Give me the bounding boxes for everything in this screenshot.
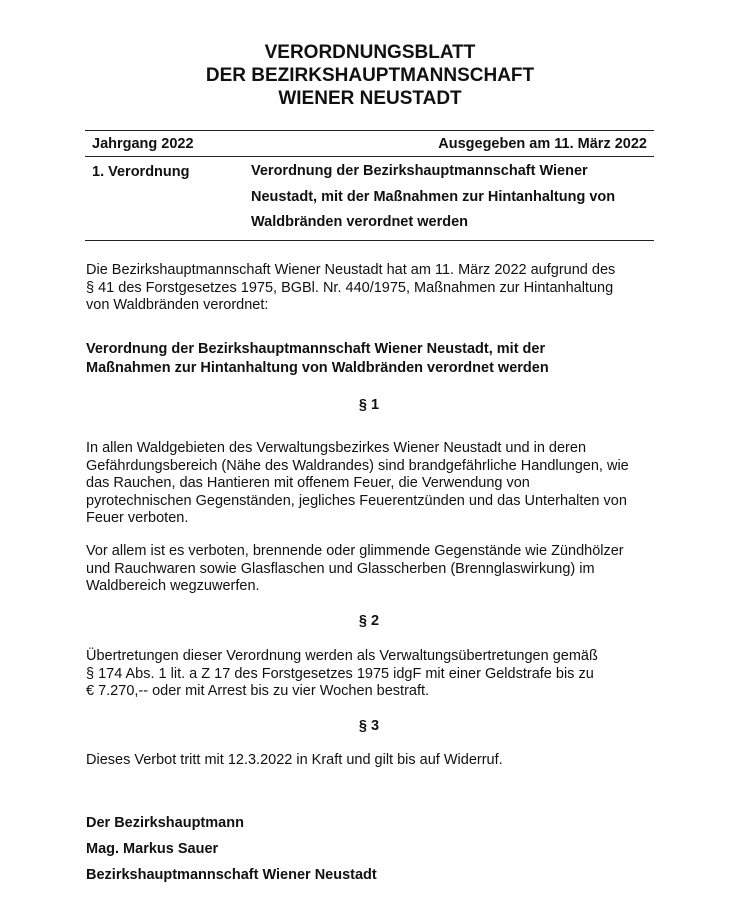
- intro-line-2: § 41 des Forstgesetzes 1975, BGBl. Nr. 440/1975, Maßnahmen zur Hintanhaltung: [86, 279, 614, 296]
- section-2-paragraph: [86, 648, 662, 701]
- section-1-paragraph-2: [86, 543, 662, 596]
- s1-p1-line-4: pyrotechnischen Gegenständen, jegliches Feuerentzünden und das Unterhalten von: [86, 492, 627, 509]
- subject-line-2: Neustadt, mit der Maßnahmen zur Hintanhaltung von: [251, 188, 616, 205]
- metadata-table: [85, 130, 654, 241]
- volume-year: Jahrgang 2022: [92, 135, 194, 152]
- intro-line-1: Die Bezirkshauptmannschaft Wiener Neustadt hat am 11. März 2022 aufgrund des: [86, 262, 616, 278]
- s2-line-2: § 174 Abs. 1 lit. a Z 17 des Forstgesetzes 1975 idgF mit einer Geldstrafe bis zu: [86, 665, 594, 682]
- section-3-heading: § 3: [358, 718, 380, 734]
- section-1-heading: § 1: [358, 397, 380, 413]
- section-2-heading: § 2: [358, 613, 380, 629]
- document-title: [0, 41, 731, 110]
- s2-line-1: Übertretungen dieser Verordnung werden als Verwaltungsübertretungen gemäß: [86, 648, 598, 664]
- s1-p2-line-1: Vor allem ist es verboten, brennende oder glimmende Gegenstände wie Zündhölzer: [86, 543, 624, 559]
- title-line-3: WIENER NEUSTADT: [278, 88, 462, 109]
- signature-role: Der Bezirkshauptmann: [86, 815, 244, 831]
- metadata-header-row: [85, 131, 654, 156]
- s1-p2-line-2: und Rauchwaren sowie Glasflaschen und Glasscherben (Brennglaswirkung) im: [86, 560, 595, 577]
- ordinance-heading-line-2: Maßnahmen zur Hintanhaltung von Waldbränden verordnet werden: [86, 360, 549, 376]
- section-1-paragraph-1: [86, 440, 662, 528]
- s2-line-3: € 7.270,-- oder mit Arrest bis zu vier Wochen bestraft.: [86, 683, 430, 699]
- s3-line-1: Dieses Verbot tritt mit 12.3.2022 in Kraft und gilt bis auf Widerruf.: [86, 752, 503, 768]
- ordinance-number: 1. Verordnung: [92, 164, 190, 180]
- ordinance-heading-line-1: Verordnung der Bezirkshauptmannschaft Wiener Neustadt, mit der: [86, 341, 546, 357]
- title-line-2: DER BEZIRKSHAUPTMANNSCHAFT: [205, 65, 535, 86]
- signature-authority: Bezirkshauptmannschaft Wiener Neustadt: [86, 867, 377, 883]
- s1-p2-line-3: Waldbereich wegzuwerfen.: [86, 578, 260, 594]
- section-3-paragraph: [86, 752, 662, 770]
- s1-p1-line-2: Gefährdungsbereich (Nähe des Waldrandes) sind brandgefährliche Handlungen, wie: [86, 457, 629, 474]
- signature-name: Mag. Markus Sauer: [86, 841, 219, 857]
- bottom-rule: [85, 240, 654, 241]
- s1-p1-line-5: Feuer verboten.: [86, 510, 189, 526]
- subject-line-1: Verordnung der Bezirkshauptmannschaft Wiener: [251, 163, 588, 179]
- ordinance-heading: [86, 340, 662, 378]
- subject-line-3: Waldbränden verordnet werden: [251, 214, 468, 230]
- issue-date: Ausgegeben am 11. März 2022: [438, 135, 647, 152]
- ordinance-subject: [251, 159, 647, 236]
- metadata-subject-row: [85, 157, 654, 240]
- s1-p1-line-1: In allen Waldgebieten des Verwaltungsbezirkes Wiener Neustadt und in deren: [86, 440, 587, 456]
- title-line-1: VERORDNUNGSBLATT: [264, 42, 476, 63]
- intro-paragraph: [86, 262, 662, 315]
- s1-p1-line-3: das Rauchen, das Hantieren mit offenem Feuer, die Verwendung von: [86, 475, 530, 491]
- intro-line-3: von Waldbränden verordnet:: [86, 297, 269, 313]
